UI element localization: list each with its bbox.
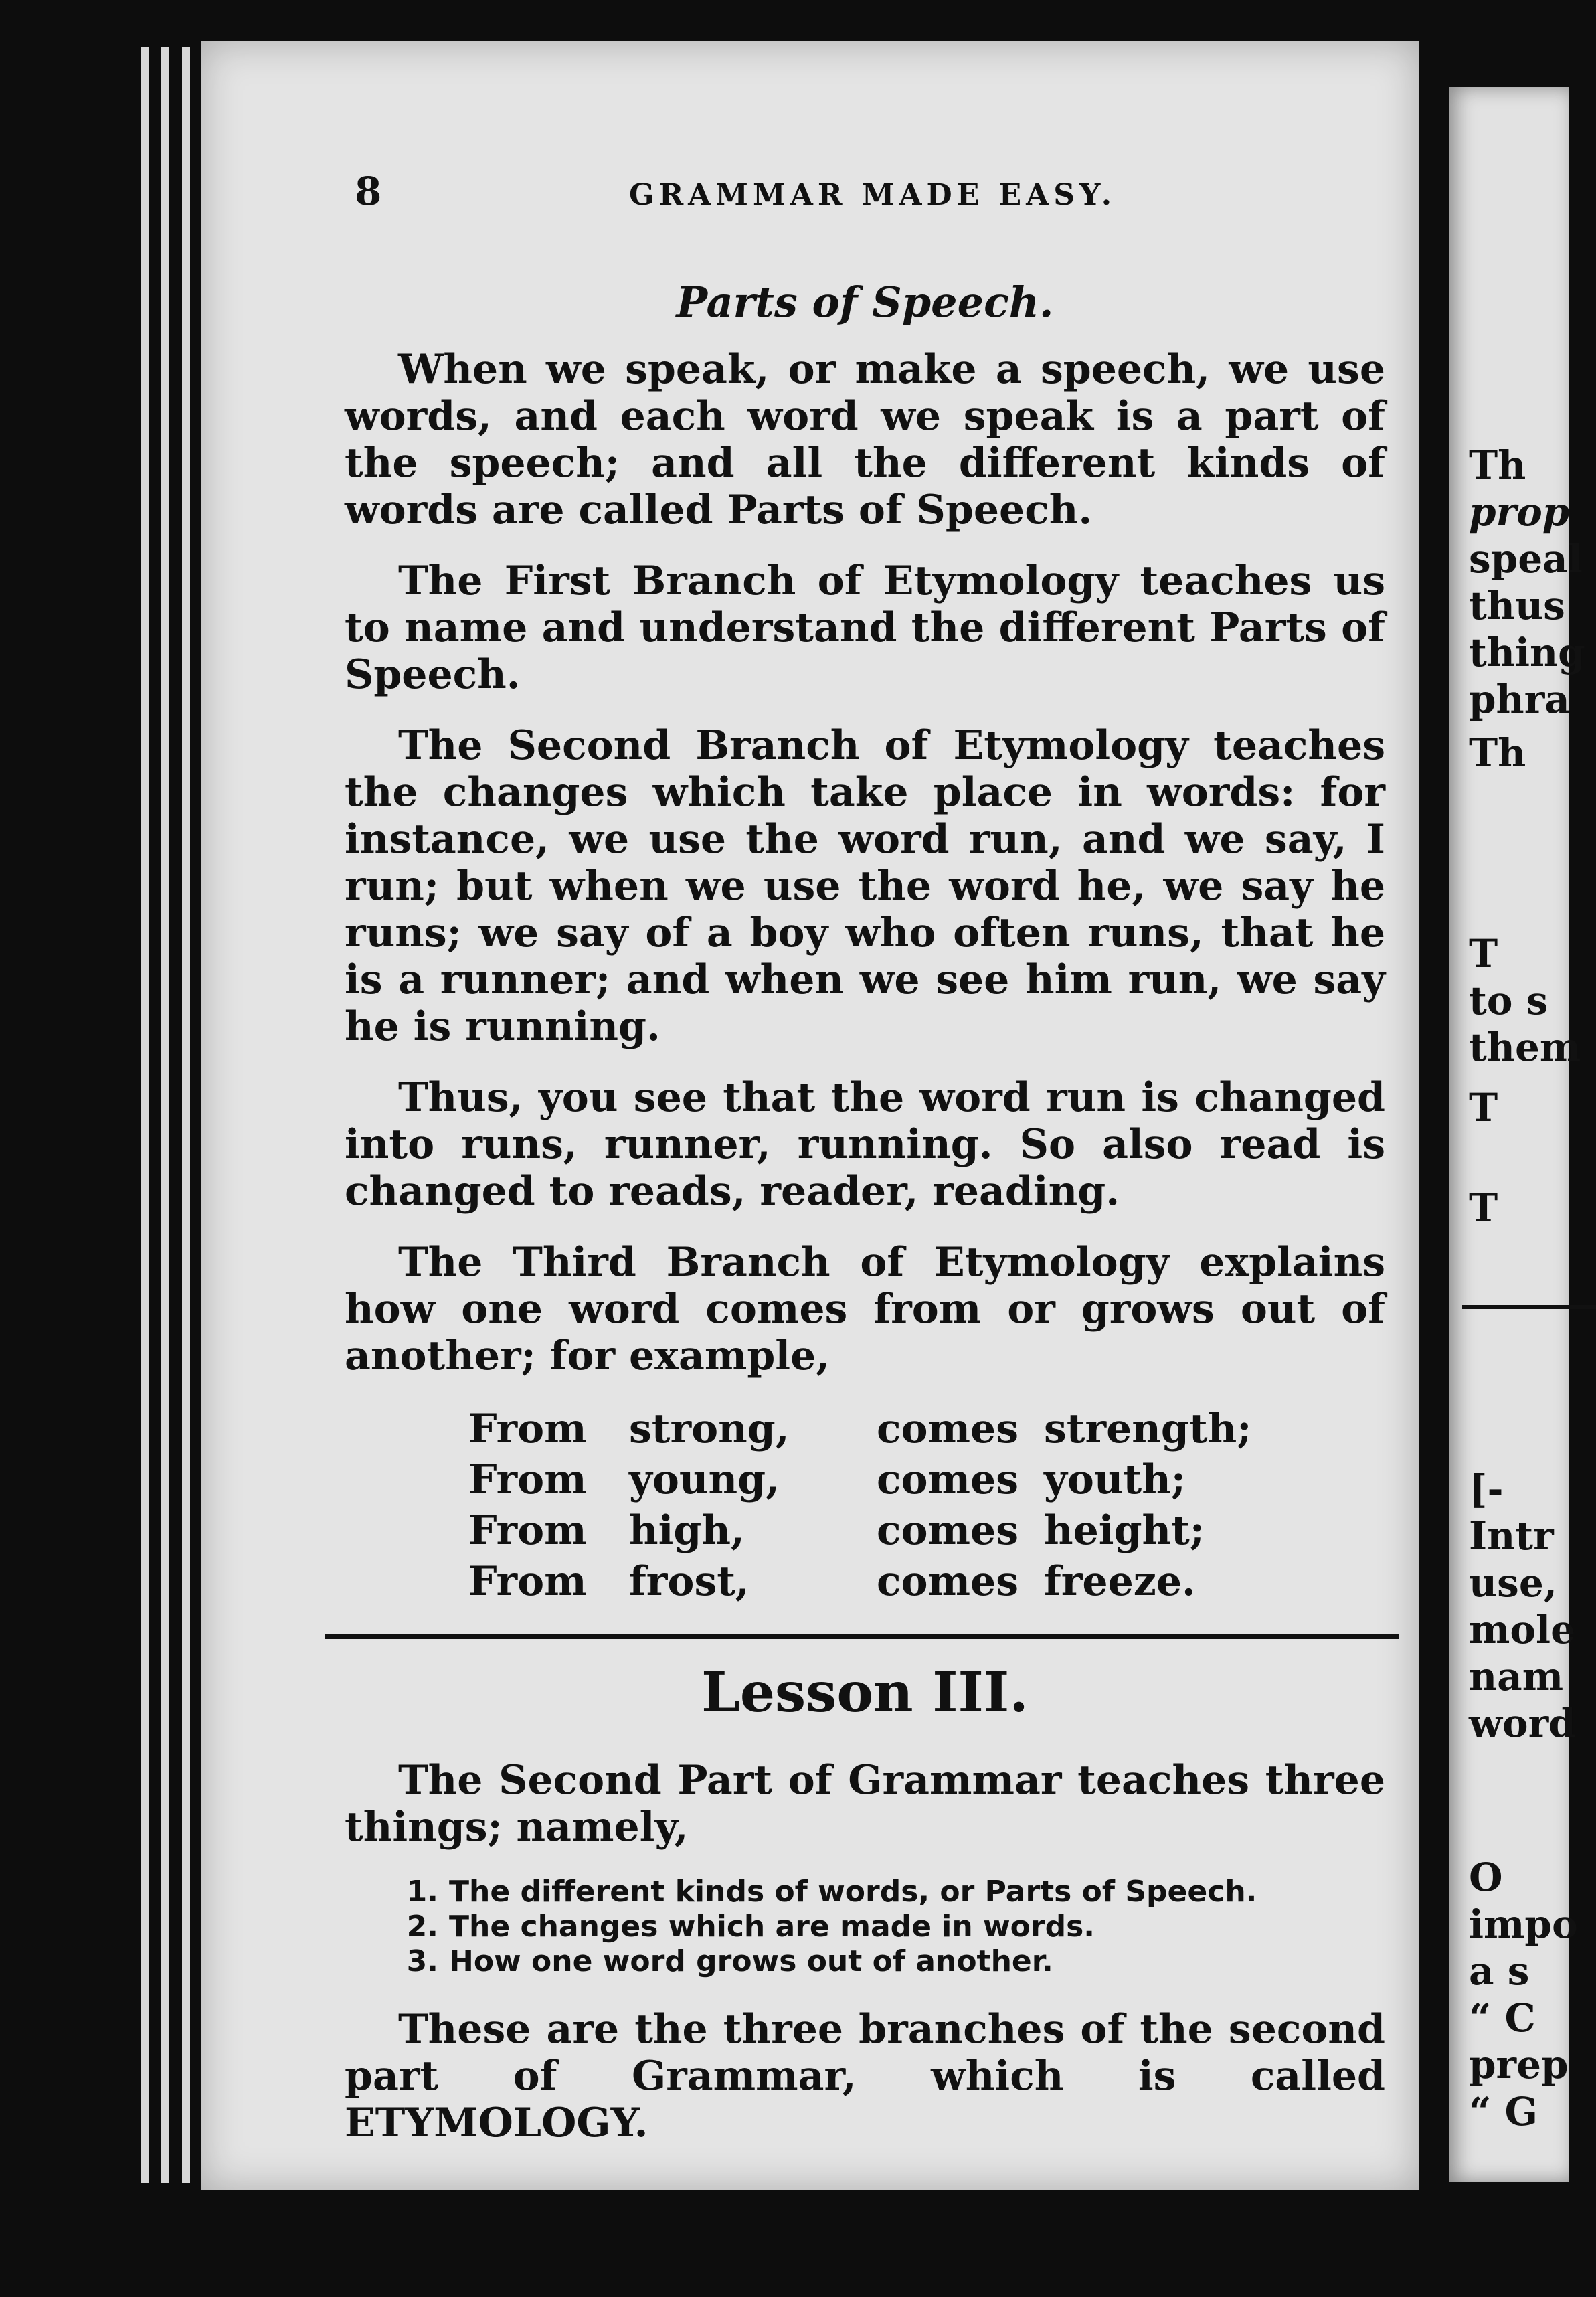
paragraph-1: When we speak, or make a speech, we use words, and each word we speak is a part of the speech; and all the different kinds of words are called Parts of Speech. [345,346,1385,533]
facing-text: thing [1469,630,1585,675]
facing-text: O [1469,1855,1503,1900]
facing-text: them [1469,1025,1581,1070]
facing-text: T [1469,931,1498,976]
example-word: high, [629,1507,745,1554]
facing-text: Intr [1469,1513,1554,1559]
list-number: 2. [406,1909,438,1944]
example-from: From [468,1456,587,1503]
facing-text: nam [1469,1654,1564,1699]
list-item [398,1875,1385,1909]
example-from: From [468,1406,587,1452]
book-page [201,41,1419,2190]
example-result: height; [1044,1507,1205,1554]
page-edge-3 [182,47,190,2183]
page-header [355,169,1358,229]
facing-text: impo [1469,1901,1578,1947]
paragraph-5: The Third Branch of Etymology explains how one word comes from or grows out of another; for example, [345,1239,1385,1379]
facing-text: T [1469,1185,1498,1231]
example-result: strength; [1044,1406,1252,1452]
page-content [345,242,1385,2171]
list-text: The different kinds of words, or Parts of Speech. [449,1875,1257,1909]
facing-text: speal [1469,536,1583,582]
facing-text: [- [1469,1466,1504,1512]
lesson-list [398,1875,1385,1979]
example-word: strong, [629,1406,790,1452]
example-comes: comes [877,1507,1018,1554]
facing-text: Th [1469,730,1526,776]
lesson-closing: These are the three branches of the second part of Grammar, which is called ETYMOLOGY. [345,2006,1385,2146]
page-edge-2 [161,47,169,2183]
example-from: From [468,1507,587,1554]
example-comes: comes [877,1406,1018,1452]
list-item [398,1909,1385,1944]
section-heading: Parts of Speech. [676,278,1054,327]
paragraph-3: The Second Branch of Etymology teaches the changes which take place in words: for instance, we use the word run, and we say, I run; but when we use the word he, we say he runs; we say of a boy who often runs, that he is a runner; and when we see him run, we say he is running. [345,722,1385,1050]
section-divider [325,1634,1399,1639]
facing-divider [1462,1305,1596,1309]
list-text: The changes which are made in words. [449,1909,1095,1944]
list-text: How one word grows out of another. [449,1944,1053,1978]
running-head: GRAMMAR MADE EASY. [629,178,1117,212]
facing-text: to s [1469,978,1548,1023]
example-result: youth; [1044,1456,1186,1503]
list-number: 3. [406,1944,438,1978]
facing-text: prop [1469,489,1570,535]
example-from: From [468,1558,587,1605]
page-number: 8 [355,169,382,214]
facing-text: thus [1469,583,1565,628]
facing-text: mole [1469,1607,1575,1652]
paragraph-4: Thus, you see that the word run is changed into runs, runner, running. So also read is changed to reads, reader, reading. [345,1074,1385,1215]
paragraph-2: The First Branch of Etymology teaches us to name and understand the different Parts of Speech. [345,558,1385,698]
facing-text: “ C [1469,1995,1536,2041]
example-word: frost, [629,1558,749,1605]
facing-text: a s [1469,1948,1530,1994]
lesson-intro: The Second Part of Grammar teaches three things; namely, [345,1757,1385,1851]
facing-page [1449,87,1585,2182]
facing-text: word [1469,1701,1576,1746]
facing-text: prep [1469,2042,1569,2088]
facing-text: T [1469,1085,1498,1130]
facing-text: use, [1469,1560,1557,1606]
example-word: young, [629,1456,780,1503]
list-item [398,1944,1385,1979]
facing-text: “ G [1469,2089,1538,2134]
example-result: freeze. [1044,1558,1196,1605]
list-number: 1. [406,1875,438,1909]
example-comes: comes [877,1456,1018,1503]
facing-text: Th [1469,442,1526,488]
page-edge-1 [141,47,149,2183]
lesson-title: Lesson III. [701,1661,1029,1725]
example-table [468,1403,1385,1607]
facing-text: phra [1469,677,1570,722]
example-comes: comes [877,1558,1018,1605]
